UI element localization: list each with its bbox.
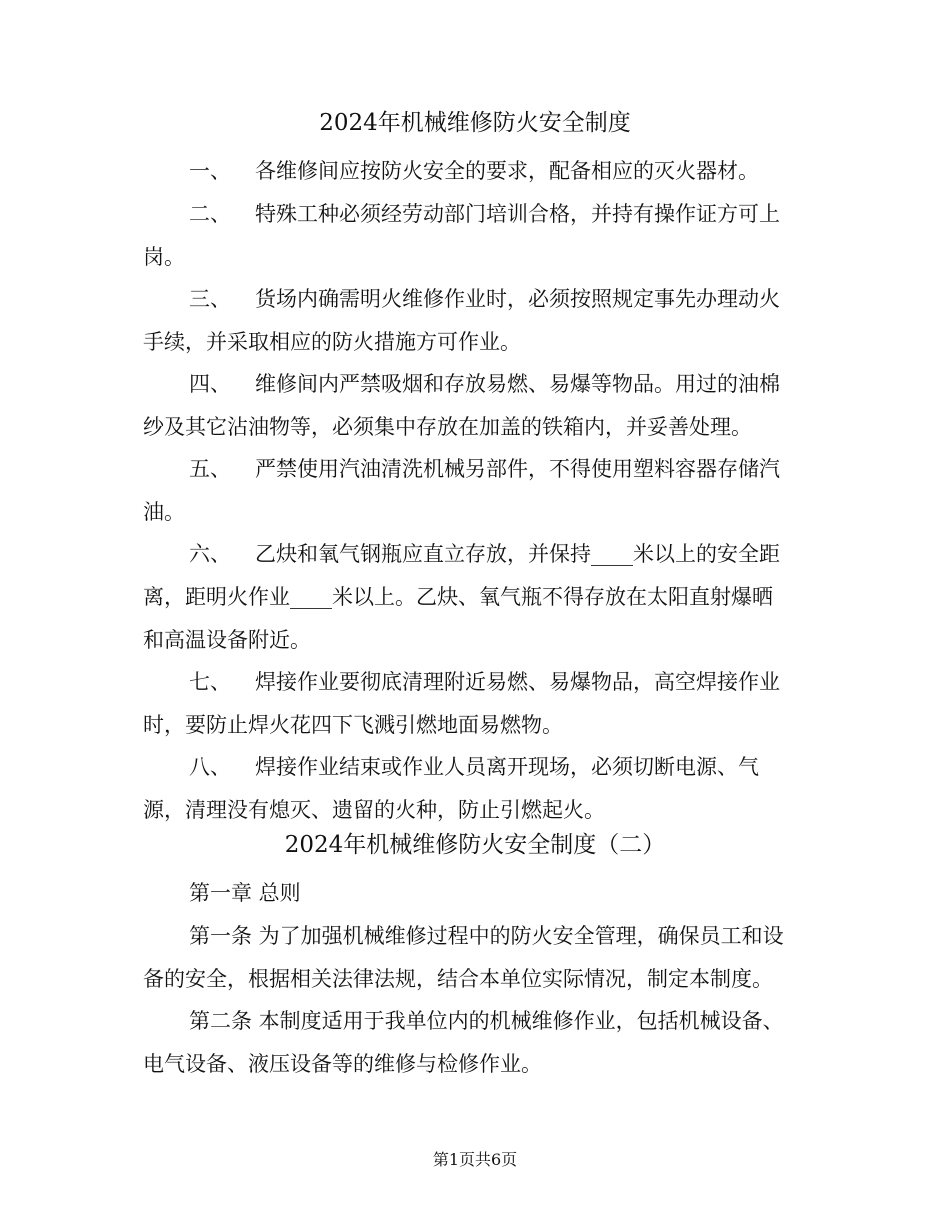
paragraph-line <box>143 193 803 236</box>
paragraph-line <box>143 746 803 789</box>
list-item <box>143 746 803 832</box>
item-number: 五、 <box>189 457 231 481</box>
section-title: 2024年机械维修防火安全制度（二） <box>284 832 666 858</box>
paragraph-line: 源，清理没有熄灭、遗留的火种，防止引燃起火。 <box>143 798 605 822</box>
list-item <box>143 661 803 747</box>
paragraph-line <box>143 448 803 491</box>
item-number: 八、 <box>189 755 231 779</box>
paragraph-line <box>143 533 803 576</box>
item-text: 严禁使用汽油清洗机械另部件，不得使用塑料容器存储汽 <box>255 457 780 481</box>
item-text: 特殊工种必须经劳动部门培训合格，并持有操作证方可上 <box>255 202 780 226</box>
paragraph-line <box>143 278 803 321</box>
item-number: 三、 <box>189 287 231 311</box>
list-item <box>143 448 803 534</box>
paragraph-line: 时，要防止焊火花四下飞溅引燃地面易燃物。 <box>143 713 563 737</box>
item-text: 各维修间应按防火安全的要求，配备相应的灭火器材。 <box>255 159 759 183</box>
item-number: 一、 <box>189 159 231 183</box>
list-item <box>143 193 803 279</box>
paragraph-line <box>143 661 803 704</box>
paragraph-line: 第二条 本制度适用于我单位内的机械维修作业，包括机械设备、 <box>189 1009 784 1033</box>
paragraph-line <box>143 150 803 193</box>
paragraph-line: 纱及其它沾油物等，必须集中存放在加盖的铁箱内，并妥善处理。 <box>143 415 752 439</box>
item-text: 乙炔和氧气钢瓶应直立存放，并保持____米以上的安全距 <box>255 542 780 566</box>
item-number: 六、 <box>189 542 231 566</box>
paragraph-line: 离，距明火作业____米以上。乙炔、氧气瓶不得存放在太阳直射爆晒 <box>143 585 773 609</box>
paragraph-line: 油。 <box>143 500 185 524</box>
list-item <box>143 533 803 662</box>
article-paragraph <box>143 1000 803 1086</box>
paragraph-line <box>143 363 803 406</box>
paragraph-line: 电气设备、液压设备等的维修与检修作业。 <box>143 1052 542 1076</box>
paragraph-line: 备的安全，根据相关法律法规，结合本单位实际情况，制定本制度。 <box>143 967 773 991</box>
chapter-heading <box>143 872 803 915</box>
item-text: 焊接作业结束或作业人员离开现场，必须切断电源、气 <box>255 755 759 779</box>
chapter-heading-text: 第一章 总则 <box>189 881 301 905</box>
list-item <box>143 278 803 364</box>
item-text: 货场内确需明火维修作业时，必须按照规定事先办理动火 <box>255 287 780 311</box>
paragraph-line: 和高温设备附近。 <box>143 628 311 652</box>
item-number: 七、 <box>189 670 231 694</box>
paragraph-line: 手续，并采取相应的防火措施方可作业。 <box>143 330 521 354</box>
item-number: 二、 <box>189 202 231 226</box>
document-title: 2024年机械维修防火安全制度 <box>319 110 631 136</box>
item-text: 焊接作业要彻底清理附近易燃、易爆物品，高空焊接作业 <box>255 670 780 694</box>
item-text: 维修间内严禁吸烟和存放易燃、易爆等物品。用过的油棉 <box>255 372 780 396</box>
paragraph-line: 岗。 <box>143 245 185 269</box>
list-item <box>143 150 803 193</box>
list-item <box>143 363 803 449</box>
article-paragraph <box>143 915 803 1001</box>
item-number: 四、 <box>189 372 231 396</box>
page-footer: 第1页共6页 <box>432 1150 518 1169</box>
paragraph-line: 第一条 为了加强机械维修过程中的防火安全管理，确保员工和设 <box>189 924 784 948</box>
